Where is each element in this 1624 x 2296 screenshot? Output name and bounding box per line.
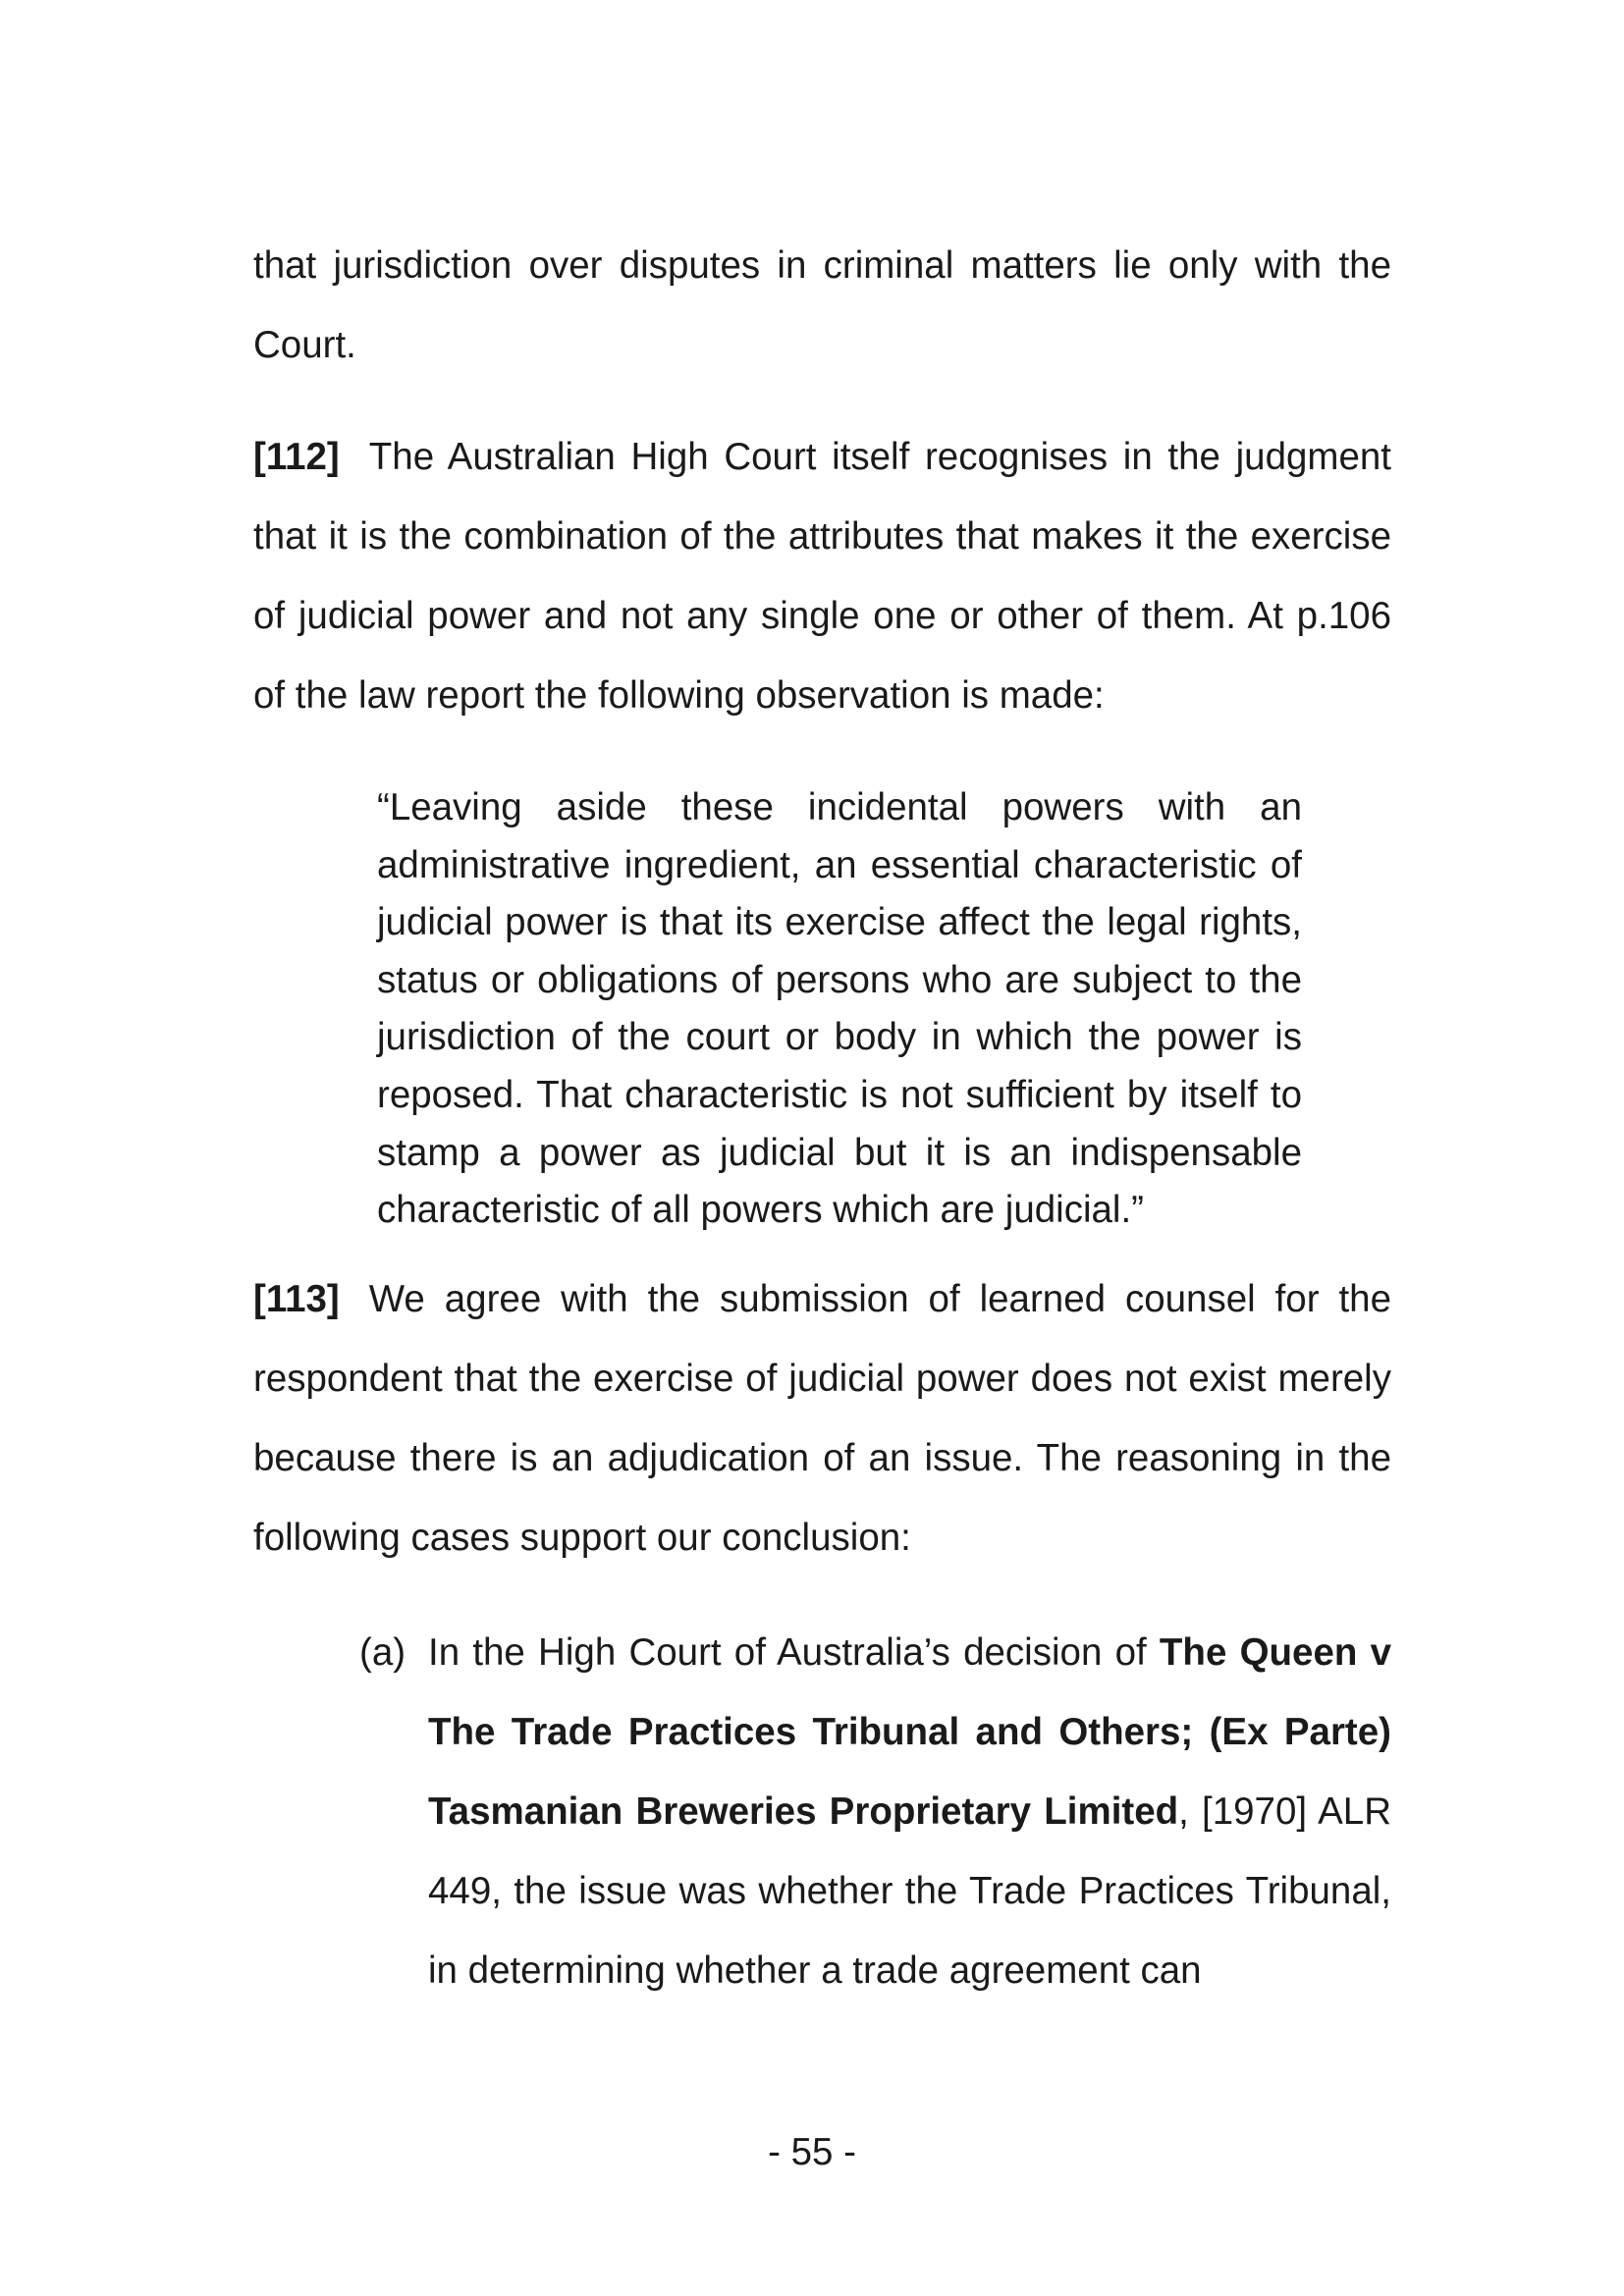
list-item-body xyxy=(428,1613,1391,2010)
paragraph-text: We agree with the submission of learned counsel for the respondent that the exercise of judicial power does not exist merely because there is an adjudication of an issue. The reasoning in the following cases support our conclusion: xyxy=(253,1278,1391,1559)
continuation-text: that jurisdiction over disputes in criminal matters lie only with the Court. xyxy=(253,244,1391,366)
paragraph-number: [112] xyxy=(253,436,340,478)
page-number: - 55 - xyxy=(768,2131,856,2173)
paragraph-113 xyxy=(253,1259,1391,1577)
paragraph-text: The Australian High Court itself recognises in the judgment that it is the combination of the attributes that makes it the exercise of judicial power and not any single one or other of them. At p.106 of the law report the following observation is made: xyxy=(253,436,1391,717)
list-item-label: (a) xyxy=(359,1631,406,1674)
quote-text: “Leaving aside these incidental powers with an administrative ingredient, an essential characteristic of judicial power is that its exercise affect the legal rights, status or obligations of persons who are subject to the jurisdiction of the court or body in which the power is reposed. That characteristic is not sufficient by itself to stamp a power as judicial but it is an indispensable characteristic of all powers which are judicial.” xyxy=(377,786,1302,1232)
list-item-text-before: In the High Court of Australia’s decision of xyxy=(428,1631,1160,1674)
list-item-text-after: , [1970] ALR 449, the issue was whether the Trade Practices Tribunal, in determining whether a trade agreement can xyxy=(428,1790,1392,1992)
case-name: The Queen v The Trade Practices Tribunal and Others; (Ex Parte) Tasmanian Breweries Proprietary Limited xyxy=(428,1631,1391,1833)
continuation-paragraph xyxy=(253,226,1391,385)
paragraph-112 xyxy=(253,417,1391,735)
block-quote xyxy=(377,779,1302,1240)
paragraph-number: [113] xyxy=(253,1278,340,1320)
list-item-a xyxy=(359,1613,1391,2010)
